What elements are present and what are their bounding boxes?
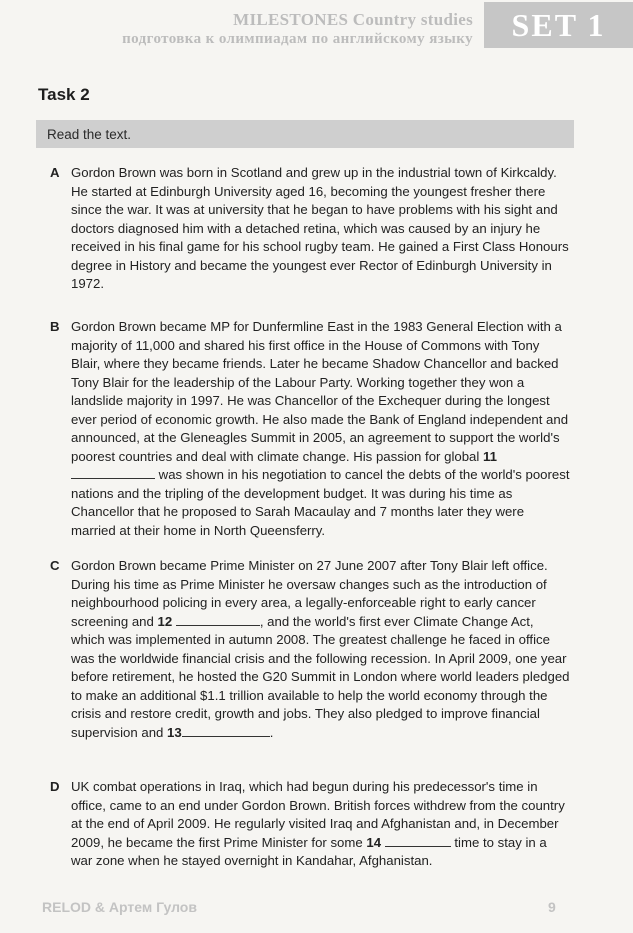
series-title: MILESTONES Country studies <box>233 10 473 29</box>
paragraph-text: , and the world's first ever Climate Change Act, which was implemented in autumn 2008. The greatest challenge he faced in office was the worldwide financial crisis and the following recession. In April 2009, one year before retirement, he hosted the G20 Summit in London where world leaders pledged to make an additional $1.1 trillion available to help the world economy through the crisis and restore credit, growth and jobs. They also pledged to improve financial supervision and <box>71 613 570 740</box>
section-letter: C <box>50 558 60 573</box>
paragraph-text: . <box>269 724 274 740</box>
section-letter: A <box>50 165 60 180</box>
section-b <box>50 318 570 540</box>
section-a <box>50 164 570 294</box>
gap-number-12: 12 <box>157 613 173 629</box>
instruction-text: Read the text. <box>47 126 132 142</box>
paragraph-text: was shown in his negotiation to cancel the debts of the world's poorest nations and the tripling of the development budget. It was during his time as Chancellor that he proposed to Sarah Macaulay and 7 months later they were married at their home in North Queensferry. <box>71 467 570 538</box>
answer-blank-13[interactable] <box>182 724 270 737</box>
page-number: 9 <box>548 899 556 915</box>
answer-blank-11[interactable] <box>71 466 155 479</box>
section-letter: D <box>50 779 60 794</box>
section-text <box>50 778 570 871</box>
paragraph-text: time to stay in a war zone when he stayed overnight in Kandahar, Afghanistan. <box>71 834 547 868</box>
answer-blank-12[interactable] <box>176 613 260 626</box>
paragraph-text: Gordon Brown was born in Scotland and grew up in the industrial town of Kirkcaldy. He started at Edinburgh University aged 16, becoming the youngest fresher there since the war. It was at university that he began to have problems with his sight and doctors diagnosed him with a detached retina, which was caused by an injury he received in his final game for his school rugby team. He gained a First Class Honours degree in History and became the youngest ever Rector of Edinburgh University in 1972. <box>71 165 569 291</box>
answer-blank-14[interactable] <box>385 834 451 847</box>
series-subtitle: подготовка к олимпиадам по английскому языку <box>122 31 473 47</box>
page-header <box>0 0 633 60</box>
gap-number-13: 13 <box>167 724 182 740</box>
task-title: Task 2 <box>38 85 90 104</box>
gap-number-11: 11 <box>482 448 497 464</box>
section-text <box>50 164 570 294</box>
gap-number-14: 14 <box>366 834 382 850</box>
section-text <box>50 318 570 540</box>
section-d <box>50 778 570 871</box>
section-c <box>50 557 570 742</box>
publisher-credit: RELOD & Артем Гулов <box>42 899 197 915</box>
section-letter: B <box>50 319 60 334</box>
paragraph-text: UK combat operations in Iraq, which had begun during his predecessor's time in office, came to an end under Gordon Brown. British forces withdrew from the country at the end of April 2009. He regularly visited Iraq and Afghanistan and, in December 2009, he became the first Prime Minister for some <box>71 779 565 850</box>
paragraph-text: Gordon Brown became MP for Dunfermline East in the 1983 General Election with a majority of 11,000 and shared his first office in the House of Commons with Tony Blair, where they became friends. Later he became Shadow Chancellor and backed Tony Blair for the leadership of the Labour Party. Working together they won a landslide majority in 1997. He was Chancellor of the Exchequer during the longest ever period of economic growth. He also made the Bank of England independent and announced, at the Gleneagles Summit in 2005, an agreement to support the world's poorest countries and deal with climate change. His passion for global <box>71 319 569 464</box>
paragraph-text: Gordon Brown became Prime Minister on 27 June 2007 after Tony Blair left office. During his time as Prime Minister he oversaw changes such as the introduction of neighbourhood policing in every area, a legally-enforceable right to early cancer screening and <box>71 558 548 629</box>
instruction-bar <box>36 120 574 148</box>
set-badge: SET 1 <box>484 2 633 48</box>
section-text <box>50 557 570 742</box>
